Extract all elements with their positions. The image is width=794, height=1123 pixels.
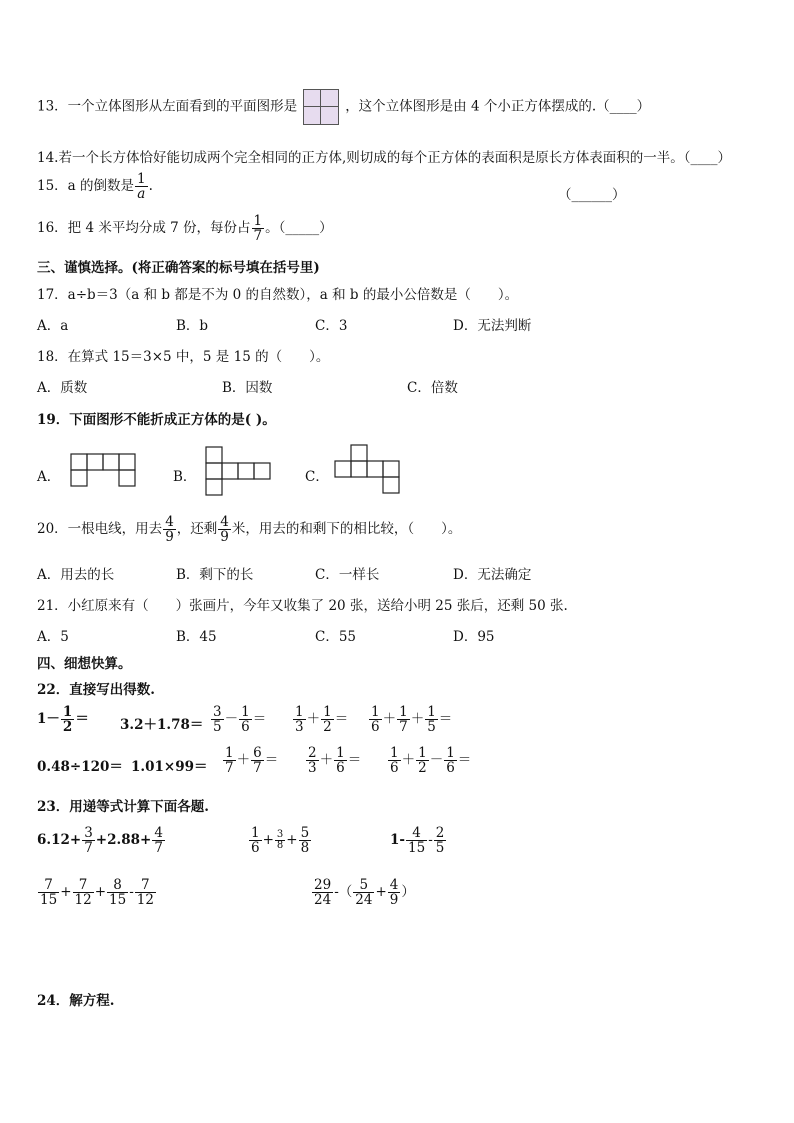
- q19-label-b: B．: [173, 469, 197, 485]
- q15-text-post: .: [148, 178, 153, 195]
- q16-text-post: 。（_____）: [265, 220, 333, 237]
- numerator: 1: [427, 704, 436, 720]
- q24-title: 24．解方程.: [37, 993, 115, 1009]
- operator: ＋: [236, 752, 251, 769]
- q22-expr-5: [368, 705, 452, 734]
- numerator: 6: [253, 745, 262, 761]
- operator: ＋: [319, 752, 334, 769]
- q16-fraction: [252, 214, 265, 243]
- numerator: 4: [389, 877, 399, 893]
- q20-text: 20．一根电线，用去: [37, 521, 163, 538]
- expr-equals: ＝: [75, 711, 89, 728]
- q22-expr-1: [37, 705, 89, 734]
- denominator: 24: [355, 892, 373, 909]
- numerator: 1: [225, 745, 234, 761]
- numerator: 8: [107, 878, 128, 893]
- denominator: 6: [390, 760, 399, 777]
- numerator: 5: [353, 878, 374, 893]
- expr-fraction: [61, 705, 74, 734]
- q22-expr-9: [305, 746, 361, 775]
- numerator: 4: [165, 514, 174, 530]
- q20-option-a: A．用去的长: [37, 567, 115, 583]
- operator: ＋: [410, 711, 425, 728]
- expr-equals: ＝: [264, 752, 279, 769]
- q13-text: 13．一个立体图形从左面看到的平面图形是: [37, 98, 298, 115]
- denominator: 7: [253, 760, 262, 777]
- q18-text: 18．在算式 15＝3×5 中，5 是 15 的（ ）。: [37, 349, 330, 365]
- q20-text-post: 米，用去的和剩下的相比较，（ ）。: [231, 521, 462, 538]
- section-4-heading: 四、细想快算。: [37, 656, 132, 672]
- numerator: 7: [38, 878, 59, 893]
- q17-option-b: B．b: [176, 318, 209, 334]
- denominator: 2: [62, 719, 73, 736]
- denominator: 5: [213, 719, 222, 736]
- q21-text: 21．小红原来有（ ）张画片，今年又收集了 20 张，送给小明 25 张后，还剩 50 张.: [37, 598, 568, 614]
- numerator: 1: [390, 745, 399, 761]
- cube-net-b-figure: [205, 446, 273, 498]
- denominator: a: [137, 186, 146, 203]
- expr-text: +2.88+: [95, 832, 152, 849]
- q18-option-a: A．质数: [37, 380, 88, 396]
- denominator: 5: [427, 719, 436, 736]
- q19-label-a: A．: [37, 469, 61, 485]
- operator: +: [94, 884, 106, 901]
- denominator: 8: [276, 840, 284, 852]
- numerator: 3: [276, 828, 284, 840]
- q20-fraction-used: [163, 515, 176, 544]
- operator: -: [129, 884, 134, 901]
- numerator: 2: [308, 745, 317, 761]
- expr-equals: ＝: [347, 752, 362, 769]
- numerator: 3: [213, 704, 222, 720]
- left-view-grid-figure: [303, 89, 339, 125]
- operator: +: [375, 884, 387, 901]
- cube-net-a-figure: [70, 453, 138, 487]
- numerator: 1: [295, 704, 304, 720]
- numerator: 4: [154, 825, 163, 841]
- denominator: 9: [165, 529, 174, 546]
- denominator: 6: [251, 840, 260, 857]
- numerator: 2: [435, 825, 445, 841]
- numerator: 1: [418, 745, 427, 761]
- q22-expr-3: [210, 705, 266, 734]
- denominator: 3: [295, 719, 304, 736]
- denominator: 6: [336, 760, 345, 777]
- expr-equals: ＝: [438, 711, 453, 728]
- denominator: 15: [408, 840, 426, 857]
- numerator: 4: [406, 826, 427, 841]
- operator: -: [428, 832, 433, 849]
- numerator: 7: [135, 878, 156, 893]
- numerator: 1: [446, 745, 455, 761]
- expr-equals: ＝: [457, 752, 472, 769]
- q18-option-b: B．因数: [222, 380, 273, 396]
- denominator: 2: [418, 760, 427, 777]
- expr-equals: ＝: [334, 711, 349, 728]
- expr-equals: ＝: [252, 711, 267, 728]
- q14-text: 14.若一个长方体恰好能切成两个完全相同的正方体,则切成的每个正方体的表面积是原长方体表面积的一半。（____）: [37, 150, 732, 166]
- denominator: 9: [220, 529, 229, 546]
- denominator: 8: [300, 840, 310, 857]
- q22-expr-8: [222, 746, 278, 775]
- numerator: 1: [241, 704, 250, 720]
- numerator: 29: [314, 877, 332, 893]
- q17-option-a: A．a: [37, 318, 69, 334]
- q14: [37, 146, 731, 166]
- q23-calc-2: [248, 826, 312, 855]
- denominator: 7: [84, 840, 93, 857]
- q22-expr-2: 3.2＋1.78＝: [120, 717, 204, 733]
- numerator: 1: [399, 704, 408, 720]
- denominator: 7: [154, 840, 163, 857]
- q17-option-d: D．无法判断: [453, 318, 532, 334]
- denominator: 2: [323, 719, 332, 736]
- numerator: 3: [84, 825, 93, 841]
- q15-fraction: [135, 172, 148, 201]
- operator: ＋: [306, 711, 321, 728]
- denominator: 7: [225, 760, 234, 777]
- q20-text-mid: ，还剩: [176, 521, 218, 538]
- denominator: 15: [109, 892, 127, 909]
- q21-option-d: D．95: [453, 629, 495, 645]
- numerator: 5: [300, 825, 310, 841]
- q18-option-c: C．倍数: [407, 380, 458, 396]
- denominator: 7: [399, 719, 408, 736]
- numerator: 1: [137, 171, 146, 187]
- q21-option-b: B．45: [176, 629, 217, 645]
- denominator: 9: [389, 892, 399, 909]
- numerator: 4: [220, 514, 229, 530]
- q22-expr-4: [292, 705, 348, 734]
- q23-calc-5: [311, 878, 415, 907]
- denominator: 15: [40, 892, 58, 909]
- q15-blank: （______）: [558, 187, 626, 203]
- q20-fraction-left: [218, 515, 231, 544]
- q22-expr-7: 1.01×99＝: [131, 759, 208, 775]
- q13: [37, 89, 650, 125]
- q21-option-a: A．5: [37, 629, 69, 645]
- denominator: 6: [241, 719, 250, 736]
- q20: [37, 515, 461, 544]
- operator: +: [60, 884, 72, 901]
- q16: [37, 214, 333, 243]
- q23-calc-1: [37, 826, 166, 855]
- numerator: 1: [371, 704, 380, 720]
- q17-option-c: C．3: [315, 318, 348, 334]
- q16-text: 16．把 4 米平均分成 7 份，每份占: [37, 220, 251, 237]
- q19-text: 19．下面图形不能折成正方体的是( )。: [37, 412, 276, 428]
- numerator: 1: [336, 745, 345, 761]
- q22-expr-6: 0.48÷120＝: [37, 759, 123, 775]
- operator: －: [429, 752, 444, 769]
- operator: -（: [334, 884, 353, 901]
- expr-text: 1－: [37, 711, 60, 728]
- numerator: 1: [253, 213, 263, 229]
- denominator: 24: [314, 892, 332, 909]
- operator: －: [224, 711, 239, 728]
- q15-text: 15．a 的倒数是: [37, 178, 135, 195]
- q20-option-d: D．无法确定: [453, 567, 532, 583]
- q15: [37, 172, 153, 201]
- operator: ＋: [382, 711, 397, 728]
- denominator: 3: [308, 760, 317, 777]
- numerator: 1: [62, 704, 73, 720]
- expr-text: 1-: [390, 832, 405, 849]
- denominator: 5: [435, 840, 445, 857]
- denominator: 6: [371, 719, 380, 736]
- operator: ）: [401, 884, 415, 901]
- expr-text: 6.12+: [37, 832, 82, 849]
- numerator: 1: [323, 704, 332, 720]
- numerator: 7: [73, 878, 94, 893]
- q19-label-c: C．: [305, 469, 329, 485]
- q23-title: 23．用递等式计算下面各题.: [37, 799, 209, 815]
- section-3-heading: 三、谨慎选择。(将正确答案的标号填在括号里): [37, 260, 320, 276]
- denominator: 12: [74, 892, 92, 909]
- denominator: 12: [136, 892, 154, 909]
- operator: +: [262, 832, 274, 849]
- operator: ＋: [401, 752, 416, 769]
- q21-option-c: C．55: [315, 629, 357, 645]
- operator: +: [286, 832, 298, 849]
- denominator: 7: [253, 228, 263, 245]
- q22-title: 22．直接写出得数.: [37, 682, 155, 698]
- q20-option-c: C．一样长: [315, 567, 380, 583]
- denominator: 6: [446, 760, 455, 777]
- q22-expr-10: [387, 746, 471, 775]
- q23-calc-4: [37, 878, 157, 907]
- q17-text: 17．a÷b＝3（a 和 b 都是不为 0 的自然数），a 和 b 的最小公倍数是（ ）。: [37, 287, 519, 303]
- q23-calc-3: [390, 826, 447, 855]
- cube-net-c-figure: [334, 444, 406, 496]
- numerator: 1: [251, 825, 260, 841]
- q20-option-b: B．剩下的长: [176, 567, 254, 583]
- q13-text-post: ，这个立体图形是由 4 个小正方体摆成的.（____）: [345, 98, 651, 115]
